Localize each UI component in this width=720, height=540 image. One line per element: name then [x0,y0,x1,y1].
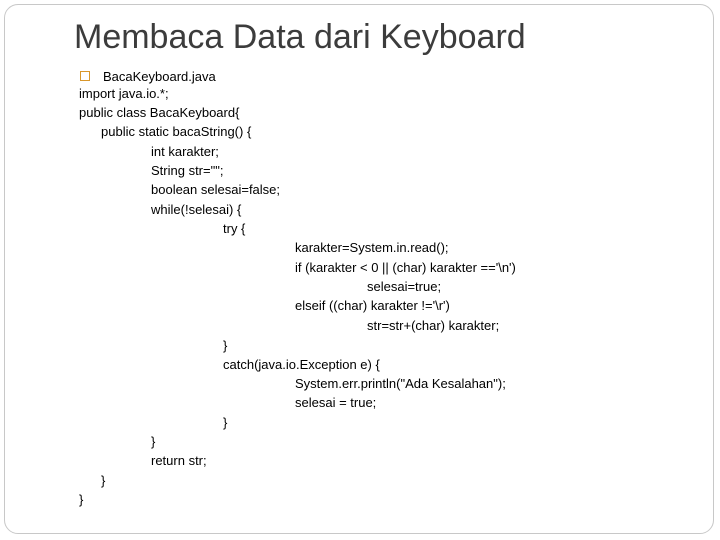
code-line: } [101,473,106,488]
code-line: System.err.println("Ada Kesalahan"); [295,376,506,391]
code-line: public static bacaString() { [101,124,252,139]
code-line: while(!selesai) { [151,202,242,217]
code-line: } [79,492,84,507]
code-line: String str=""; [151,163,224,178]
code-line: elseif ((char) karakter !='\r') [295,298,450,313]
file-name-label: BacaKeyboard.java [103,68,216,84]
code-line: return str; [151,453,207,468]
code-line: selesai = true; [295,395,377,410]
code-line: } [223,338,228,353]
code-line: karakter=System.in.read(); [295,240,449,255]
code-line: public class BacaKeyboard{ [79,105,240,120]
code-line: catch(java.io.Exception e) { [223,357,380,372]
code-line: } [151,434,156,449]
code-line: int karakter; [151,144,219,159]
code-line: if (karakter < 0 || (char) karakter =='\n') [295,260,516,275]
code-line: import java.io.*; [79,86,169,101]
code-line: str=str+(char) karakter; [367,318,500,333]
code-line: try { [223,221,246,236]
code-line: selesai=true; [367,279,442,294]
code-line: boolean selesai=false; [151,182,281,197]
slide-title: Membaca Data dari Keyboard [74,18,526,56]
code-line: } [223,415,228,430]
